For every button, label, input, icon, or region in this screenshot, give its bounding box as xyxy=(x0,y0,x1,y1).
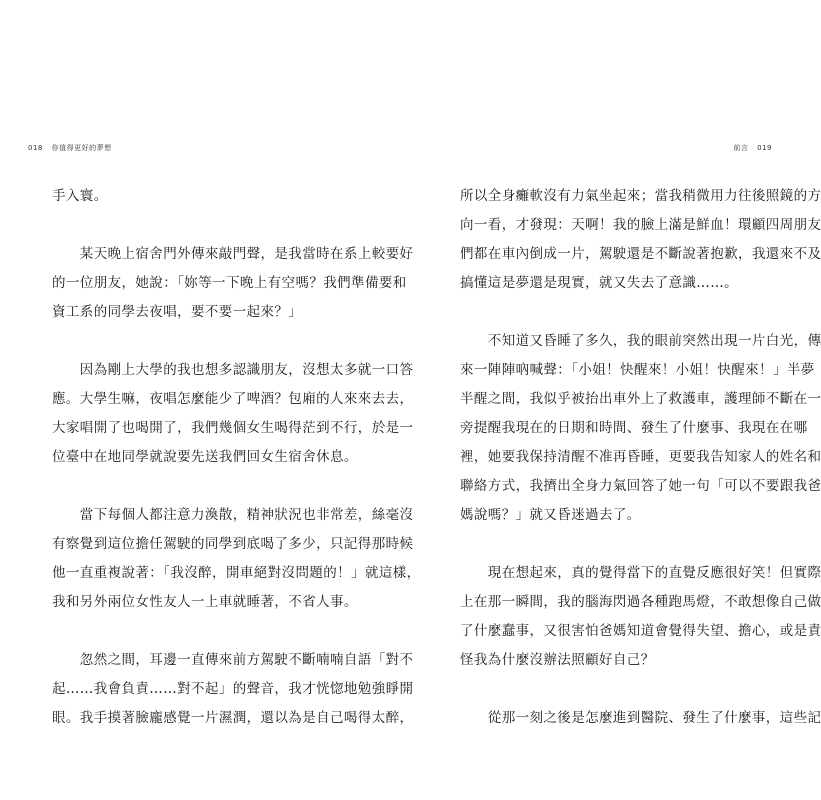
right-running-title: 前言 xyxy=(733,144,749,152)
text-line: 媽說嗎？」就又昏迷過去了。 xyxy=(460,507,641,523)
text-line: 從那一刻之後是怎麼進到醫院、發生了什麼事，這些記 xyxy=(460,710,821,726)
text-line: 當下每個人都注意力渙散，精神狀況也非常差，絲毫沒 xyxy=(52,507,414,523)
text-line: 們都在車內倒成一片，駕駛還是不斷說著抱歉，我還來不及 xyxy=(460,246,821,262)
paragraph-gap xyxy=(460,675,744,704)
right-page-number: 019 xyxy=(757,144,772,152)
text-line: 搞懂這是夢還是現實，就又失去了意識……。 xyxy=(460,275,738,291)
text-line: 不知道又昏睡了多久，我的眼前突然出現一片白光，傳 xyxy=(460,333,821,349)
text-line: 手入寰。 xyxy=(52,188,108,204)
text-line: 眼。我手摸著臉龐感覺一片濕潤，還以為是自己喝得太醉， xyxy=(52,710,414,726)
text-line: 有察覺到這位擔任駕駛的同學到底喝了多少，只記得那時候 xyxy=(52,536,414,552)
paragraph-gap xyxy=(52,327,336,356)
text-line: 資工系的同學去夜唱，要不要一起來？」 xyxy=(52,304,303,320)
text-line: 某天晚上宿舍門外傳來敲門聲，是我當時在系上較要好 xyxy=(52,246,414,262)
text-line: 位臺中在地同學就說要先送我們回女生宿舍休息。 xyxy=(52,449,358,465)
text-line: 向一看，才發現：天啊！我的臉上滿是鮮血！環顧四周朋友 xyxy=(460,217,821,233)
text-line: 所以全身癱軟沒有力氣坐起來；當我稍微用力往後照鏡的方 xyxy=(460,188,821,204)
right-page-header xyxy=(733,143,778,153)
text-line: 裡，她要我保持清醒不准再昏睡，更要我告知家人的姓名和 xyxy=(460,449,821,465)
text-line: 因為剛上大學的我也想多認識朋友，沒想太多就一口答 xyxy=(52,362,414,378)
text-line: 他一直重複說著：「我沒醉，開車絕對沒問題的！」就這樣， xyxy=(52,565,421,581)
text-line: 起……我會負責……對不起」的聲音，我才恍惚地勉強睜開 xyxy=(52,681,414,697)
text-line: 了什麼蠢事，又很害怕爸媽知道會覺得失望、擔心，或是責 xyxy=(460,623,821,639)
text-line: 忽然之間，耳邊一直傳來前方駕駛不斷喃喃自語「對不 xyxy=(52,652,414,668)
paragraph-gap xyxy=(460,298,744,327)
text-line: 半醒之間，我似乎被抬出車外上了救護車，護理師不斷在一 xyxy=(460,391,821,407)
paragraph-gap xyxy=(52,472,336,501)
paragraph-gap xyxy=(52,211,336,240)
left-page-number: 018 xyxy=(28,144,43,152)
left-page-header xyxy=(22,143,112,153)
text-line: 旁提醒我現在的日期和時間、發生了什麼事、我現在在哪 xyxy=(460,420,808,436)
text-line: 應。大學生嘛，夜唱怎麼能少了啤酒？包廂的人來來去去， xyxy=(52,391,414,407)
right-page-body xyxy=(460,182,821,733)
text-line: 現在想起來，真的覺得當下的直覺反應很好笑！但實際 xyxy=(460,565,821,581)
text-line: 大家唱開了也喝開了，我們幾個女生喝得茫到不行，於是一 xyxy=(52,420,414,436)
text-line: 我和另外兩位女性友人一上車就睡著，不省人事。 xyxy=(52,594,358,610)
paragraph-gap xyxy=(52,617,336,646)
left-page-body xyxy=(52,182,421,733)
text-line: 怪我為什麼沒辦法照顧好自己？ xyxy=(460,652,655,668)
text-line: 上在那一瞬間，我的腦海閃過各種跑馬燈，不敢想像自己做 xyxy=(460,594,821,610)
paragraph-gap xyxy=(460,530,744,559)
left-running-title: 你值得更好的夢想 xyxy=(51,144,112,152)
text-line: 來一陣陣吶喊聲：「小姐！快醒來！小姐！快醒來！」半夢 xyxy=(460,362,815,378)
text-line: 的一位朋友，她說：「妳等一下晚上有空嗎？我們準備要和 xyxy=(52,275,407,291)
text-line: 聯絡方式，我擠出全身力氣回答了她一句「可以不要跟我爸 xyxy=(460,478,821,494)
